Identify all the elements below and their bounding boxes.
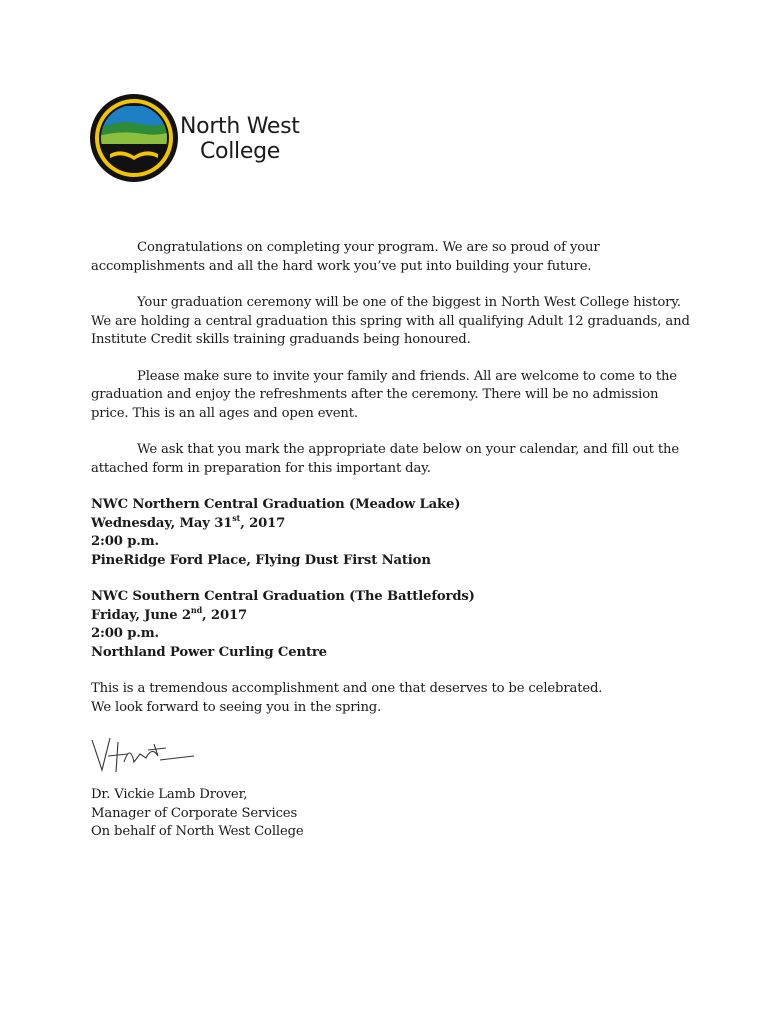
event-southern-location: Northland Power Curling Centre	[91, 644, 327, 660]
paragraph-invite: Please make sure to invite your family and friends. All are welcome to come to the graduation and enjoy the refreshments after the ceremony. There will be no admission price. This is an all ages and open event.	[91, 368, 677, 421]
event-southern	[91, 588, 691, 662]
event-northern-title: NWC Northern Central Graduation (Meadow Lake)	[91, 497, 461, 512]
event-southern-date: Friday, June 2nd, 2017	[91, 604, 248, 623]
paragraph-congratulations: Congratulations on completing your program. We are so proud of your accomplishments and all the hard work you’ve put into building your future.	[91, 240, 600, 274]
college-logo	[88, 92, 328, 184]
signer-organization: On behalf of North West College	[91, 824, 304, 839]
event-southern-title: NWC Southern Central Graduation (The Battlefords)	[91, 589, 475, 604]
letter-body	[91, 239, 691, 735]
event-northern-location: PineRidge Ford Place, Flying Dust First Nation	[91, 552, 431, 568]
event-northern	[91, 496, 691, 570]
closing-line1: This is a tremendous accomplishment and one that deserves to be celebrated.	[91, 681, 603, 696]
paragraph-ceremony: Your graduation ceremony will be one of the biggest in North West College history. We are holding a central graduation this spring with all qualifying Adult 12 graduands, and Institute Credit skills training graduands being honoured.	[91, 295, 690, 347]
signer-title: Manager of Corporate Services	[91, 805, 298, 821]
paragraph-calendar: We ask that you mark the appropriate date below on your calendar, and fill out the attached form in preparation for this important day.	[91, 442, 679, 476]
event-northern-time: 2:00 p.m.	[91, 534, 159, 549]
wordmark-line1: North West	[180, 114, 300, 139]
closing-line2: We look forward to seeing you in the spring.	[91, 699, 382, 715]
signer-name: Dr. Vickie Lamb Drover,	[91, 787, 248, 802]
signature-icon	[90, 732, 210, 780]
wordmark-line2: College	[200, 139, 280, 164]
college-wordmark	[180, 114, 300, 164]
event-southern-time: 2:00 p.m.	[91, 626, 159, 641]
signer-block	[91, 786, 304, 842]
college-emblem-icon	[88, 92, 180, 184]
event-northern-date: Wednesday, May 31st, 2017	[91, 512, 286, 531]
closing	[91, 680, 691, 717]
